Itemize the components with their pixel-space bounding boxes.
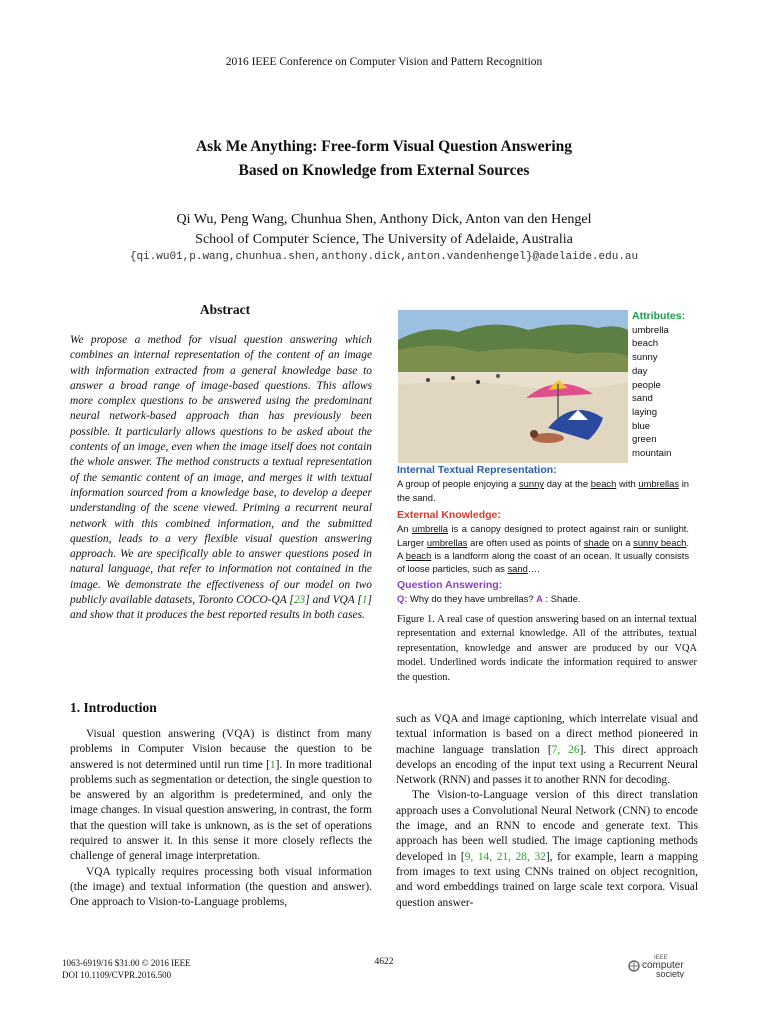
intro-paragraph: such as VQA and image captioning, which interrelate visual and textual information is based on a direct method pioneered in machine language translation [7, 26]. This direct approach develops an encoding of the input text using a Recurrent Neural Network (RNN) and passes it to another RNN for decoding. xyxy=(396,713,698,787)
internal-representation-block xyxy=(397,464,689,504)
intro-right-column xyxy=(396,712,698,911)
title-line-1: Ask Me Anything: Free-form Visual Question Answering xyxy=(195,138,573,155)
author-block xyxy=(0,210,768,250)
intro-left-column xyxy=(70,727,372,911)
footer-doi: DOI 10.1109/CVPR.2016.500 xyxy=(62,970,172,980)
abstract-text: ] and show that it produces the best reported results in both cases. xyxy=(70,594,372,622)
footer-issn: 1063-6919/16 $31.00 © 2016 IEEE xyxy=(62,958,191,968)
section-heading-introduction: 1. Introduction xyxy=(70,700,157,715)
internal-representation-heading: Internal Textual Representation: xyxy=(397,464,557,476)
citation-link[interactable]: 7, 26 xyxy=(551,743,580,756)
external-knowledge-heading: External Knowledge: xyxy=(397,509,501,521)
citation-link[interactable]: 1 xyxy=(361,594,368,607)
attribute-item: beach xyxy=(632,338,659,350)
citation-link[interactable]: 1 xyxy=(269,758,276,771)
author-emails: {qi.wu01,p.wang,chunhua.shen,anthony.dick,anton.vandenhengel}@adelaide.edu.au xyxy=(129,251,639,263)
intro-paragraph: The Vision-to-Language version of this direct translation approach uses a Convolutional Neural Network (CNN) to encode the image, and an RNN to encode and generate text. This approach has been well studied. The image captioning methods developed in [9, 14, 21, 28, 32], for example, learn a mapping from images to text using CNNs trained on object recognition, and word embeddings trained on large scale text corpora. Visual question answer- xyxy=(396,789,698,909)
qa-line xyxy=(397,592,689,605)
attributes-panel xyxy=(632,310,712,461)
abstract-body xyxy=(70,333,372,624)
attribute-item: sunny xyxy=(632,352,658,364)
ieee-computer-society-logo xyxy=(628,952,708,978)
citation-link[interactable]: 9, 14, 21, 28, 32 xyxy=(464,850,546,863)
author-names: Qi Wu, Peng Wang, Chunhua Shen, Anthony Dick, Anton van den Hengel xyxy=(176,212,592,227)
external-knowledge-text: An umbrella is a canopy designed to protect against rain or sunlight. Larger umbrellas are often used as points of shade on a sunny beach. A beach is a landform along the coast of an ocean. It usually consists of loose particles, such as sand…. xyxy=(397,523,690,575)
conference-header: 2016 IEEE Conference on Computer Vision and Pattern Recognition xyxy=(225,56,543,68)
logo-text-society: society xyxy=(656,969,685,978)
attribute-item: green xyxy=(632,434,657,446)
intro-paragraph: VQA typically requires processing both visual information (the image) and textual information (the question and answer). One approach to Vision-to-Language problems, xyxy=(70,865,372,909)
attribute-item: people xyxy=(632,379,661,391)
attribute-item: sand xyxy=(632,393,653,405)
external-knowledge-block xyxy=(397,509,689,575)
attribute-item: day xyxy=(632,365,648,377)
attributes-heading: Attributes: xyxy=(632,310,686,322)
page-number: 4622 xyxy=(374,957,394,967)
citation-link[interactable]: 23 xyxy=(293,594,306,607)
attribute-item: blue xyxy=(632,420,651,432)
figure-caption: Figure 1. A real case of question answering based on an internal textual representation and external knowledge. All of the attributes, textual representation, knowledge and answer are produced by our VQA model. Underlined words indicate the information required to answer the question. xyxy=(397,614,697,683)
beach-scene-image xyxy=(398,310,628,463)
abstract-text: We propose a method for visual question answering which combines an internal representation of the content of an image with information extracted from a general knowledge base to answer a broad range of image-based questions. This allows more complex questions to be answered using the predominant neural network-based approach than has previously been possible. It particularly allows questions to be asked about the contents of an image, even when the image itself does not contain the whole answer. The method constructs a textual representation of the semantic content of an image, and merges it with textual information sourced from a knowledge base, to develop a deeper understanding of the scene viewed. Priming a recurrent neural network with this combined information, and the submitted question, leads to a very flexible visual question answering approach. We are specifically able to answer questions posed in natural language, that refer to information not contained in the image. We demonstrate the effectiveness of our model on two publicly available datasets, Toronto COCO-QA [ xyxy=(70,334,372,607)
affiliation: School of Computer Science, The University of Adelaide, Australia xyxy=(195,232,573,247)
logo-text-ieee: IEEE xyxy=(654,955,668,961)
question-answering-block xyxy=(397,579,689,606)
title-line-2: Based on Knowledge from External Sources xyxy=(238,162,530,179)
attribute-item: laying xyxy=(632,406,658,418)
attribute-item: umbrella xyxy=(632,324,669,336)
paper-title xyxy=(0,135,768,183)
abstract-heading: Abstract xyxy=(199,302,251,317)
attribute-item: mountain xyxy=(632,448,672,460)
logo-text-computer: computer xyxy=(642,960,684,971)
abstract-text: ] and VQA [ xyxy=(305,594,362,607)
question-text: Why do they have umbrellas? xyxy=(407,593,537,605)
beach-photo xyxy=(398,310,628,463)
a-label: A xyxy=(536,593,543,605)
answer-text: : Shade. xyxy=(542,593,581,605)
question-answering-heading: Question Answering: xyxy=(397,579,503,591)
internal-representation-text: A group of people enjoying a sunny day at the beach with umbrellas in the sand. xyxy=(397,478,690,503)
intro-paragraph: Visual question answering (VQA) is distinct from many problems in Computer Vision because the question to be answered is not determined until run time [1]. In more traditional problems such as segmentation or detection, the single question to be answered by an algorithm is predetermined, and only the image changes. In visual question answering, in contrast, the form that the question will take is unknown, as is the set of operations required to answer it. In this sense it more closely reflects the challenge of general image interpretation. xyxy=(70,728,372,863)
q-label: Q: xyxy=(397,593,408,605)
